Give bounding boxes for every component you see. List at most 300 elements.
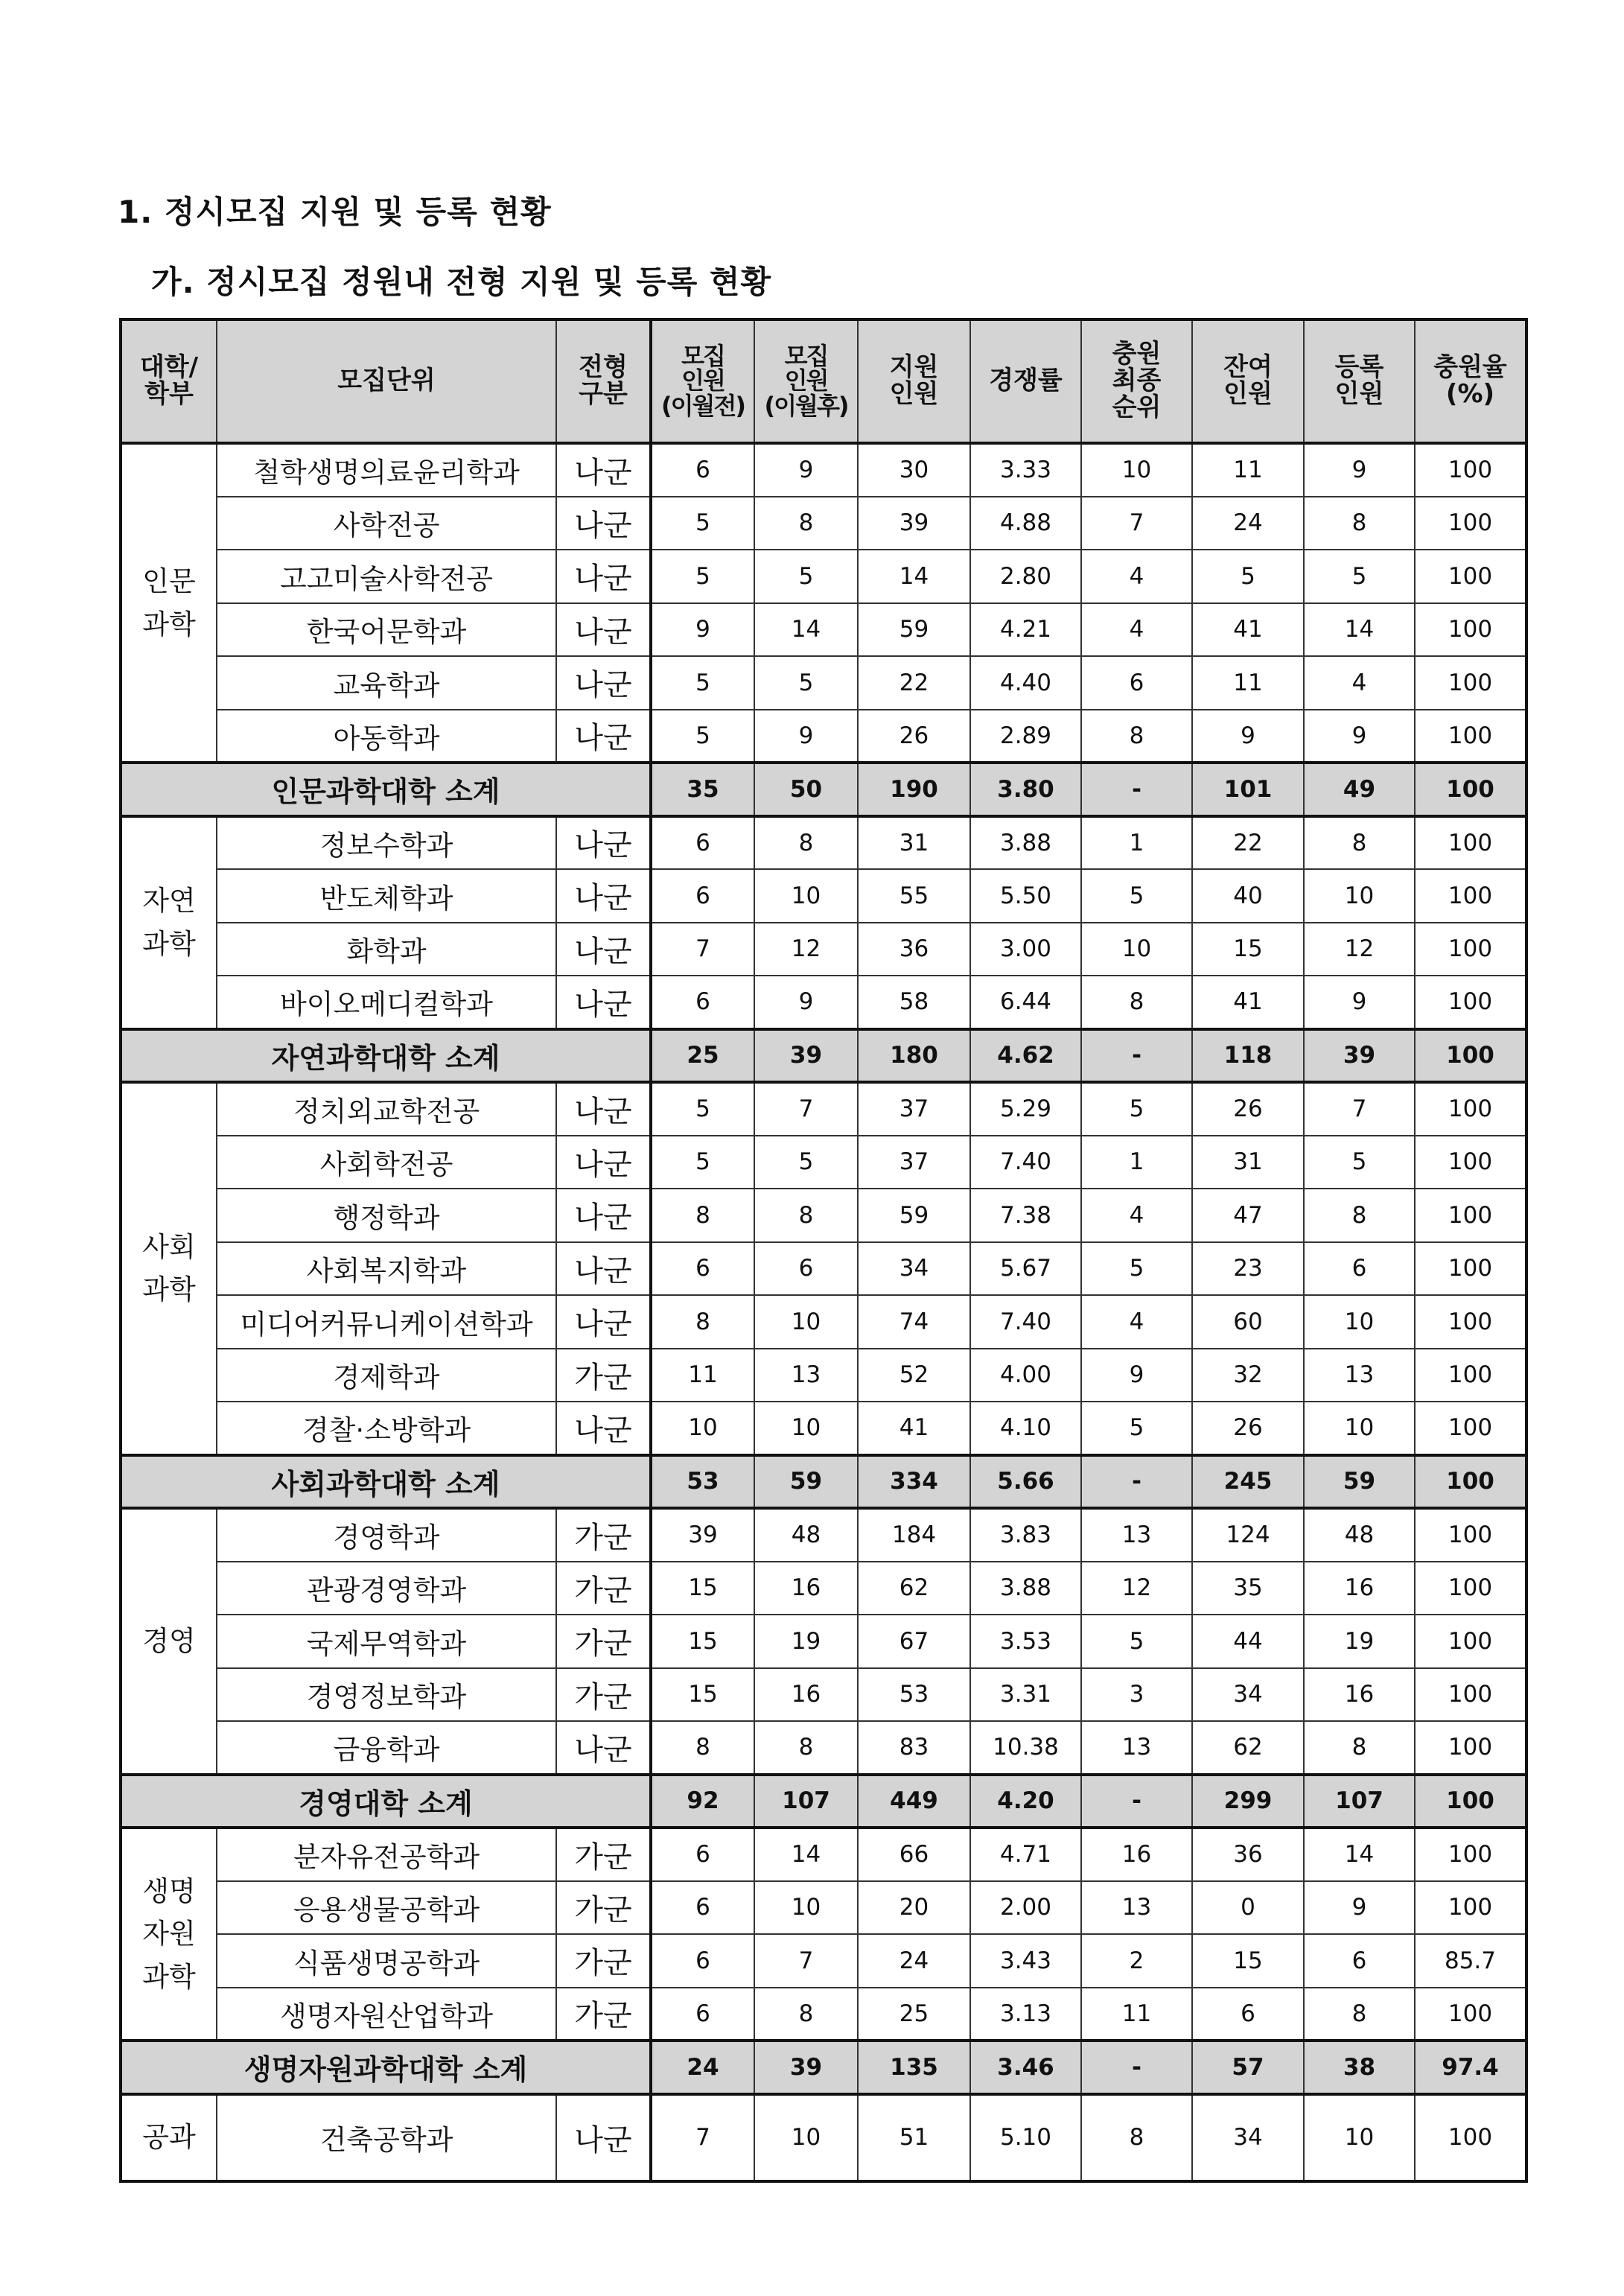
value-cell: 9 bbox=[1081, 1349, 1192, 1402]
value-cell: 184 bbox=[858, 1508, 970, 1562]
value-cell: 5 bbox=[1192, 550, 1304, 603]
value-cell: 5 bbox=[651, 550, 754, 603]
value-cell: 6 bbox=[651, 1934, 754, 1988]
table-row bbox=[121, 976, 1526, 1029]
subtotal-value: - bbox=[1081, 1455, 1192, 1509]
value-cell: 100 bbox=[1415, 923, 1526, 976]
unit-cell: 교육학과 bbox=[217, 656, 556, 710]
subtotal-value: 49 bbox=[1304, 763, 1415, 816]
unit-cell: 철학생명의료윤리학과 bbox=[217, 443, 556, 497]
type-cell: 나군 bbox=[556, 656, 651, 710]
subtotal-value: 53 bbox=[651, 1455, 754, 1509]
type-cell: 나군 bbox=[556, 603, 651, 657]
value-cell: 3.43 bbox=[970, 1934, 1081, 1988]
subtotal-value: 4.62 bbox=[970, 1029, 1081, 1083]
value-cell: 8 bbox=[1081, 976, 1192, 1029]
value-cell: 2.80 bbox=[970, 550, 1081, 603]
value-cell: 26 bbox=[1192, 1402, 1304, 1455]
value-cell: 14 bbox=[754, 1828, 858, 1881]
table-row bbox=[121, 1242, 1526, 1296]
unit-cell: 응용생물공학과 bbox=[217, 1881, 556, 1935]
value-cell: 100 bbox=[1415, 497, 1526, 550]
value-cell: 9 bbox=[754, 710, 858, 763]
value-cell: 2 bbox=[1081, 1934, 1192, 1988]
value-cell: 6 bbox=[651, 1881, 754, 1935]
value-cell: 48 bbox=[754, 1508, 858, 1562]
table-row bbox=[121, 710, 1526, 763]
unit-cell: 경제학과 bbox=[217, 1349, 556, 1402]
value-cell: 14 bbox=[754, 603, 858, 657]
value-cell: 100 bbox=[1415, 1988, 1526, 2041]
value-cell: 9 bbox=[1304, 443, 1415, 497]
value-cell: 100 bbox=[1415, 816, 1526, 870]
subtotal-value: 38 bbox=[1304, 2041, 1415, 2094]
value-cell: 7 bbox=[1081, 497, 1192, 550]
table-row bbox=[121, 550, 1526, 603]
table-row bbox=[121, 1349, 1526, 1402]
value-cell: 15 bbox=[651, 1615, 754, 1668]
value-cell: 5.50 bbox=[970, 869, 1081, 923]
value-cell: 41 bbox=[1192, 976, 1304, 1029]
header-unit: 모집단위 bbox=[217, 319, 556, 443]
value-cell: 9 bbox=[754, 976, 858, 1029]
value-cell: 62 bbox=[858, 1562, 970, 1615]
value-cell: 15 bbox=[1192, 1934, 1304, 1988]
value-cell: 36 bbox=[1192, 1828, 1304, 1881]
value-cell: 10.38 bbox=[970, 1721, 1081, 1775]
value-cell: 11 bbox=[651, 1349, 754, 1402]
value-cell: 8 bbox=[1081, 710, 1192, 763]
unit-cell: 고고미술사학전공 bbox=[217, 550, 556, 603]
value-cell: 3.13 bbox=[970, 1988, 1081, 2041]
value-cell: 5 bbox=[754, 656, 858, 710]
value-cell: 4 bbox=[1304, 656, 1415, 710]
value-cell: 5 bbox=[1081, 1615, 1192, 1668]
value-cell: 8 bbox=[754, 1721, 858, 1775]
subtotal-value: 39 bbox=[1304, 1029, 1415, 1083]
value-cell: 14 bbox=[1304, 1828, 1415, 1881]
value-cell: 85.7 bbox=[1415, 1934, 1526, 1988]
subtotal-label: 인문과학대학 소계 bbox=[121, 763, 651, 816]
subtotal-value: 245 bbox=[1192, 1455, 1304, 1509]
value-cell: 6 bbox=[1081, 656, 1192, 710]
value-cell: 100 bbox=[1415, 1402, 1526, 1455]
value-cell: 4 bbox=[1081, 603, 1192, 657]
subtotal-value: 39 bbox=[754, 1029, 858, 1083]
value-cell: 16 bbox=[754, 1668, 858, 1722]
subtotal-label: 경영대학 소계 bbox=[121, 1775, 651, 1828]
subtotal-value: 39 bbox=[754, 2041, 858, 2094]
subtotal-value: 107 bbox=[1304, 1775, 1415, 1828]
value-cell: 10 bbox=[754, 1881, 858, 1935]
unit-cell: 정보수학과 bbox=[217, 816, 556, 870]
value-cell: 100 bbox=[1415, 1189, 1526, 1242]
value-cell: 22 bbox=[1192, 816, 1304, 870]
unit-cell: 금융학과 bbox=[217, 1721, 556, 1775]
table-row bbox=[121, 1988, 1526, 2041]
admission-table bbox=[119, 318, 1528, 2183]
subtotal-value: 3.80 bbox=[970, 763, 1081, 816]
unit-cell: 국제무역학과 bbox=[217, 1615, 556, 1668]
value-cell: 9 bbox=[1304, 1881, 1415, 1935]
value-cell: 83 bbox=[858, 1721, 970, 1775]
value-cell: 9 bbox=[1304, 710, 1415, 763]
value-cell: 10 bbox=[754, 1295, 858, 1349]
value-cell: 6 bbox=[651, 443, 754, 497]
value-cell: 100 bbox=[1415, 1562, 1526, 1615]
type-cell: 나군 bbox=[556, 1189, 651, 1242]
value-cell: 7 bbox=[651, 923, 754, 976]
subtotal-value: 100 bbox=[1415, 1775, 1526, 1828]
value-cell: 34 bbox=[1192, 2094, 1304, 2181]
subtotal-value: 100 bbox=[1415, 1029, 1526, 1083]
type-cell: 가군 bbox=[556, 1988, 651, 2041]
subtotal-row bbox=[121, 1775, 1526, 1828]
subtotal-value: 92 bbox=[651, 1775, 754, 1828]
subtotal-row bbox=[121, 2041, 1526, 2094]
subtotal-value: - bbox=[1081, 2041, 1192, 2094]
value-cell: 8 bbox=[651, 1721, 754, 1775]
subtotal-value: - bbox=[1081, 1775, 1192, 1828]
table-row bbox=[121, 1828, 1526, 1881]
value-cell: 6 bbox=[651, 976, 754, 1029]
header-type: 전형 구분 bbox=[556, 319, 651, 443]
header-college: 대학/ 학부 bbox=[121, 319, 217, 443]
value-cell: 1 bbox=[1081, 1136, 1192, 1189]
value-cell: 59 bbox=[858, 1189, 970, 1242]
unit-cell: 생명자원산업학과 bbox=[217, 1988, 556, 2041]
table-row bbox=[121, 1562, 1526, 1615]
type-cell: 가군 bbox=[556, 1562, 651, 1615]
value-cell: 16 bbox=[754, 1562, 858, 1615]
subtotal-value: 100 bbox=[1415, 763, 1526, 816]
value-cell: 1 bbox=[1081, 816, 1192, 870]
value-cell: 11 bbox=[1192, 656, 1304, 710]
value-cell: 8 bbox=[1304, 1189, 1415, 1242]
subtotal-value: 24 bbox=[651, 2041, 754, 2094]
value-cell: 100 bbox=[1415, 1668, 1526, 1722]
value-cell: 8 bbox=[651, 1189, 754, 1242]
table-row bbox=[121, 443, 1526, 497]
header-remaining: 잔여 인원 bbox=[1192, 319, 1304, 443]
college-name-cell: 인문 과학 bbox=[121, 443, 217, 763]
value-cell: 5 bbox=[1081, 1082, 1192, 1136]
unit-cell: 분자유전공학과 bbox=[217, 1828, 556, 1881]
value-cell: 8 bbox=[754, 816, 858, 870]
college-name-cell: 공과 bbox=[121, 2094, 217, 2181]
value-cell: 8 bbox=[1081, 2094, 1192, 2181]
value-cell: 8 bbox=[754, 1189, 858, 1242]
value-cell: 30 bbox=[858, 443, 970, 497]
value-cell: 10 bbox=[754, 1402, 858, 1455]
header-row bbox=[121, 319, 1526, 443]
value-cell: 5.29 bbox=[970, 1082, 1081, 1136]
value-cell: 12 bbox=[754, 923, 858, 976]
value-cell: 6 bbox=[1192, 1988, 1304, 2041]
unit-cell: 아동학과 bbox=[217, 710, 556, 763]
value-cell: 58 bbox=[858, 976, 970, 1029]
value-cell: 22 bbox=[858, 656, 970, 710]
value-cell: 10 bbox=[1304, 1402, 1415, 1455]
type-cell: 나군 bbox=[556, 2094, 651, 2181]
table-row bbox=[121, 1934, 1526, 1988]
value-cell: 60 bbox=[1192, 1295, 1304, 1349]
table-row bbox=[121, 497, 1526, 550]
value-cell: 4 bbox=[1081, 1189, 1192, 1242]
value-cell: 4 bbox=[1081, 1295, 1192, 1349]
value-cell: 100 bbox=[1415, 2094, 1526, 2181]
value-cell: 51 bbox=[858, 2094, 970, 2181]
value-cell: 13 bbox=[1081, 1508, 1192, 1562]
table-body bbox=[121, 443, 1526, 2181]
value-cell: 3 bbox=[1081, 1668, 1192, 1722]
value-cell: 9 bbox=[1192, 710, 1304, 763]
table-row bbox=[121, 869, 1526, 923]
value-cell: 10 bbox=[754, 2094, 858, 2181]
value-cell: 35 bbox=[1192, 1562, 1304, 1615]
college-name-cell: 생명 자원 과학 bbox=[121, 1828, 217, 2041]
value-cell: 100 bbox=[1415, 1828, 1526, 1881]
table-row bbox=[121, 923, 1526, 976]
value-cell: 47 bbox=[1192, 1189, 1304, 1242]
table-row bbox=[121, 1668, 1526, 1722]
value-cell: 10 bbox=[1304, 869, 1415, 923]
value-cell: 5 bbox=[754, 1136, 858, 1189]
subtotal-row bbox=[121, 1029, 1526, 1083]
type-cell: 나군 bbox=[556, 1136, 651, 1189]
value-cell: 8 bbox=[754, 497, 858, 550]
table-row bbox=[121, 656, 1526, 710]
subtotal-value: 4.20 bbox=[970, 1775, 1081, 1828]
value-cell: 15 bbox=[1192, 923, 1304, 976]
table-row bbox=[121, 816, 1526, 870]
unit-cell: 정치외교학전공 bbox=[217, 1082, 556, 1136]
value-cell: 34 bbox=[858, 1242, 970, 1296]
value-cell: 10 bbox=[754, 869, 858, 923]
value-cell: 59 bbox=[858, 603, 970, 657]
value-cell: 34 bbox=[1192, 1668, 1304, 1722]
value-cell: 4 bbox=[1081, 550, 1192, 603]
value-cell: 5 bbox=[1304, 550, 1415, 603]
value-cell: 5 bbox=[754, 550, 858, 603]
subtotal-label: 생명자원과학대학 소계 bbox=[121, 2041, 651, 2094]
unit-cell: 경영학과 bbox=[217, 1508, 556, 1562]
value-cell: 20 bbox=[858, 1881, 970, 1935]
value-cell: 5 bbox=[651, 1082, 754, 1136]
value-cell: 4.10 bbox=[970, 1402, 1081, 1455]
value-cell: 37 bbox=[858, 1136, 970, 1189]
unit-cell: 미디어커뮤니케이션학과 bbox=[217, 1295, 556, 1349]
value-cell: 100 bbox=[1415, 976, 1526, 1029]
value-cell: 13 bbox=[754, 1349, 858, 1402]
value-cell: 3.88 bbox=[970, 1562, 1081, 1615]
table-row bbox=[121, 1136, 1526, 1189]
value-cell: 3.00 bbox=[970, 923, 1081, 976]
type-cell: 나군 bbox=[556, 923, 651, 976]
subtotal-row bbox=[121, 763, 1526, 816]
value-cell: 16 bbox=[1304, 1668, 1415, 1722]
type-cell: 나군 bbox=[556, 710, 651, 763]
type-cell: 가군 bbox=[556, 1508, 651, 1562]
value-cell: 100 bbox=[1415, 1721, 1526, 1775]
value-cell: 11 bbox=[1081, 1988, 1192, 2041]
value-cell: 4.71 bbox=[970, 1828, 1081, 1881]
value-cell: 7 bbox=[754, 1082, 858, 1136]
value-cell: 19 bbox=[1304, 1615, 1415, 1668]
value-cell: 5 bbox=[1081, 1402, 1192, 1455]
value-cell: 10 bbox=[651, 1402, 754, 1455]
subtotal-value: 57 bbox=[1192, 2041, 1304, 2094]
value-cell: 0 bbox=[1192, 1881, 1304, 1935]
type-cell: 가군 bbox=[556, 1349, 651, 1402]
value-cell: 5 bbox=[651, 656, 754, 710]
value-cell: 14 bbox=[858, 550, 970, 603]
value-cell: 4.88 bbox=[970, 497, 1081, 550]
value-cell: 10 bbox=[1304, 1295, 1415, 1349]
type-cell: 가군 bbox=[556, 1828, 651, 1881]
value-cell: 100 bbox=[1415, 1615, 1526, 1668]
value-cell: 15 bbox=[651, 1668, 754, 1722]
value-cell: 100 bbox=[1415, 1295, 1526, 1349]
value-cell: 100 bbox=[1415, 1136, 1526, 1189]
table-row bbox=[121, 1402, 1526, 1455]
type-cell: 나군 bbox=[556, 869, 651, 923]
type-cell: 나군 bbox=[556, 1295, 651, 1349]
type-cell: 나군 bbox=[556, 443, 651, 497]
value-cell: 13 bbox=[1081, 1721, 1192, 1775]
value-cell: 4.21 bbox=[970, 603, 1081, 657]
type-cell: 나군 bbox=[556, 497, 651, 550]
value-cell: 13 bbox=[1304, 1349, 1415, 1402]
unit-cell: 바이오메디컬학과 bbox=[217, 976, 556, 1029]
header-fill-rate: 충원율 (%) bbox=[1415, 319, 1526, 443]
header-quota-before: 모집 인원 (이월전) bbox=[651, 319, 754, 443]
type-cell: 나군 bbox=[556, 550, 651, 603]
header-ratio: 경쟁률 bbox=[970, 319, 1081, 443]
subsection-heading: 가. 정시모집 정원내 전형 지원 및 등록 현황 bbox=[151, 264, 772, 300]
college-name-cell: 경영 bbox=[121, 1508, 217, 1775]
value-cell: 8 bbox=[651, 1295, 754, 1349]
value-cell: 7 bbox=[754, 1934, 858, 1988]
value-cell: 6 bbox=[754, 1242, 858, 1296]
value-cell: 100 bbox=[1415, 1082, 1526, 1136]
value-cell: 100 bbox=[1415, 1881, 1526, 1935]
subtotal-value: 59 bbox=[754, 1455, 858, 1509]
value-cell: 67 bbox=[858, 1615, 970, 1668]
college-name-cell: 자연 과학 bbox=[121, 816, 217, 1029]
value-cell: 100 bbox=[1415, 1349, 1526, 1402]
subtotal-value: 180 bbox=[858, 1029, 970, 1083]
value-cell: 8 bbox=[1304, 1988, 1415, 2041]
value-cell: 10 bbox=[1081, 923, 1192, 976]
value-cell: 6.44 bbox=[970, 976, 1081, 1029]
value-cell: 74 bbox=[858, 1295, 970, 1349]
subtotal-value: 35 bbox=[651, 763, 754, 816]
value-cell: 100 bbox=[1415, 603, 1526, 657]
value-cell: 14 bbox=[1304, 603, 1415, 657]
unit-cell: 식품생명공학과 bbox=[217, 1934, 556, 1988]
value-cell: 10 bbox=[1081, 443, 1192, 497]
value-cell: 31 bbox=[858, 816, 970, 870]
value-cell: 7.38 bbox=[970, 1189, 1081, 1242]
value-cell: 24 bbox=[1192, 497, 1304, 550]
section-heading: 1. 정시모집 지원 및 등록 현황 bbox=[118, 194, 552, 230]
value-cell: 100 bbox=[1415, 656, 1526, 710]
value-cell: 53 bbox=[858, 1668, 970, 1722]
value-cell: 11 bbox=[1192, 443, 1304, 497]
table-row bbox=[121, 1082, 1526, 1136]
value-cell: 7 bbox=[651, 2094, 754, 2181]
value-cell: 10 bbox=[1304, 2094, 1415, 2181]
value-cell: 26 bbox=[1192, 1082, 1304, 1136]
value-cell: 4.40 bbox=[970, 656, 1081, 710]
value-cell: 124 bbox=[1192, 1508, 1304, 1562]
value-cell: 5 bbox=[1081, 1242, 1192, 1296]
value-cell: 3.83 bbox=[970, 1508, 1081, 1562]
value-cell: 25 bbox=[858, 1988, 970, 2041]
subtotal-value: 449 bbox=[858, 1775, 970, 1828]
value-cell: 6 bbox=[651, 1828, 754, 1881]
value-cell: 9 bbox=[1304, 976, 1415, 1029]
value-cell: 5 bbox=[651, 1136, 754, 1189]
value-cell: 8 bbox=[1304, 816, 1415, 870]
value-cell: 7.40 bbox=[970, 1136, 1081, 1189]
value-cell: 6 bbox=[1304, 1934, 1415, 1988]
value-cell: 52 bbox=[858, 1349, 970, 1402]
value-cell: 31 bbox=[1192, 1136, 1304, 1189]
header-enrolled: 등록 인원 bbox=[1304, 319, 1415, 443]
unit-cell: 사회복지학과 bbox=[217, 1242, 556, 1296]
value-cell: 41 bbox=[858, 1402, 970, 1455]
value-cell: 40 bbox=[1192, 869, 1304, 923]
value-cell: 62 bbox=[1192, 1721, 1304, 1775]
value-cell: 44 bbox=[1192, 1615, 1304, 1668]
unit-cell: 반도체학과 bbox=[217, 869, 556, 923]
value-cell: 5 bbox=[651, 710, 754, 763]
value-cell: 100 bbox=[1415, 869, 1526, 923]
value-cell: 39 bbox=[858, 497, 970, 550]
unit-cell: 행정학과 bbox=[217, 1189, 556, 1242]
value-cell: 5 bbox=[1304, 1136, 1415, 1189]
type-cell: 나군 bbox=[556, 1721, 651, 1775]
subtotal-value: 25 bbox=[651, 1029, 754, 1083]
type-cell: 가군 bbox=[556, 1934, 651, 1988]
value-cell: 66 bbox=[858, 1828, 970, 1881]
value-cell: 100 bbox=[1415, 710, 1526, 763]
table-row bbox=[121, 2094, 1526, 2181]
value-cell: 6 bbox=[651, 1242, 754, 1296]
college-name-cell: 사회 과학 bbox=[121, 1082, 217, 1455]
table-row bbox=[121, 1721, 1526, 1775]
subtotal-value: 334 bbox=[858, 1455, 970, 1509]
unit-cell: 화학과 bbox=[217, 923, 556, 976]
subtotal-row bbox=[121, 1455, 1526, 1509]
value-cell: 23 bbox=[1192, 1242, 1304, 1296]
subtotal-value: 50 bbox=[754, 763, 858, 816]
unit-cell: 경영정보학과 bbox=[217, 1668, 556, 1722]
type-cell: 나군 bbox=[556, 1242, 651, 1296]
value-cell: 100 bbox=[1415, 550, 1526, 603]
value-cell: 9 bbox=[651, 603, 754, 657]
subtotal-value: - bbox=[1081, 763, 1192, 816]
value-cell: 48 bbox=[1304, 1508, 1415, 1562]
table-row bbox=[121, 1881, 1526, 1935]
value-cell: 8 bbox=[1304, 1721, 1415, 1775]
value-cell: 2.00 bbox=[970, 1881, 1081, 1935]
type-cell: 가군 bbox=[556, 1881, 651, 1935]
value-cell: 12 bbox=[1304, 923, 1415, 976]
value-cell: 32 bbox=[1192, 1349, 1304, 1402]
